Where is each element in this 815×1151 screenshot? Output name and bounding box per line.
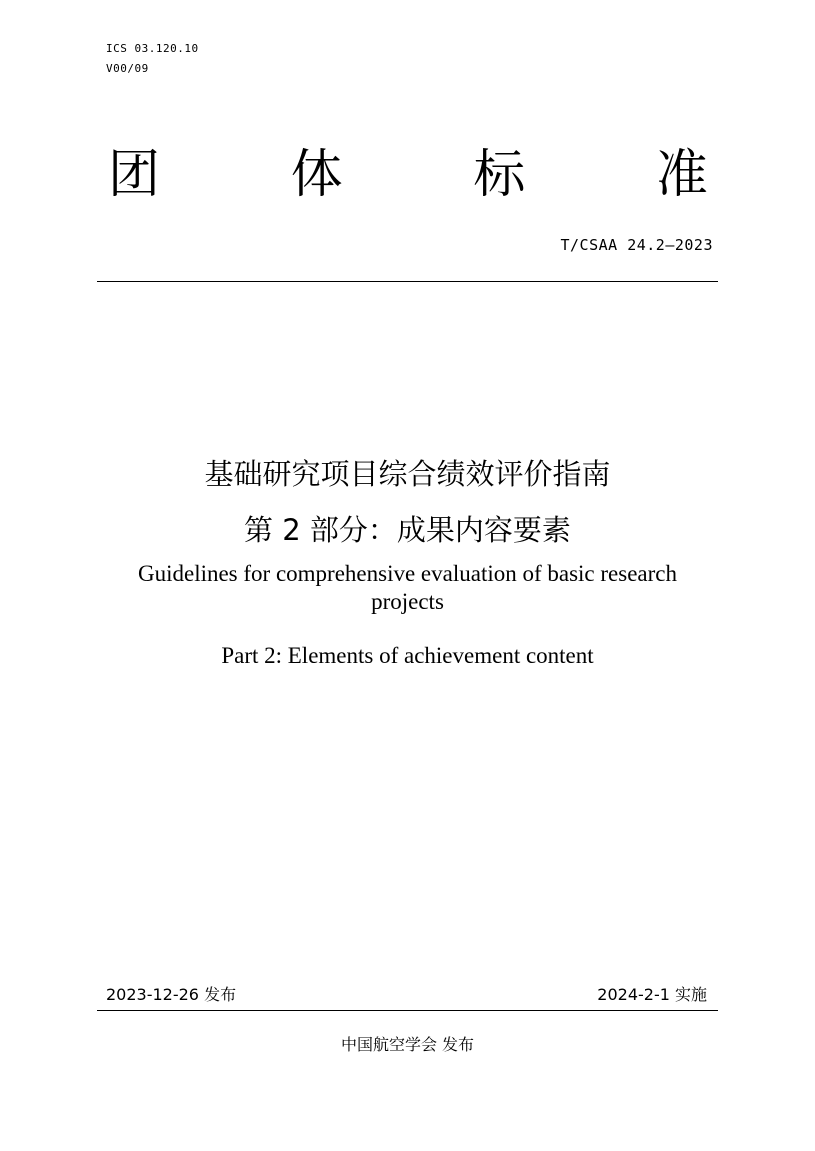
classification-code: V00/09	[106, 62, 149, 75]
title-chinese-main: 基础研究项目综合绩效评价指南	[204, 457, 611, 491]
ics-code: ICS 03.120.10	[106, 42, 199, 55]
standard-type-heading	[108, 140, 708, 210]
standard-type-char: 团	[108, 145, 161, 205]
standard-type-char: 体	[290, 145, 343, 205]
implementation-date: 2024-2-1 实施	[597, 985, 707, 1004]
publisher: 中国航空学会 发布	[340, 1035, 475, 1054]
title-english-main-line2: projects	[371, 589, 444, 614]
bottom-divider	[97, 1010, 718, 1011]
standard-type-char: 准	[655, 145, 708, 205]
top-divider	[97, 281, 718, 282]
title-english-main-line1: Guidelines for comprehensive evaluation of basic research	[137, 561, 677, 586]
standard-number: T/CSAA 24.2—2023	[560, 236, 713, 254]
title-english-part: Part 2: Elements of achievement content	[221, 643, 594, 668]
standard-type-char: 标	[473, 145, 526, 205]
title-chinese-part: 第 2 部分：成果内容要素	[244, 513, 571, 547]
issue-date: 2023-12-26 发布	[106, 985, 237, 1004]
